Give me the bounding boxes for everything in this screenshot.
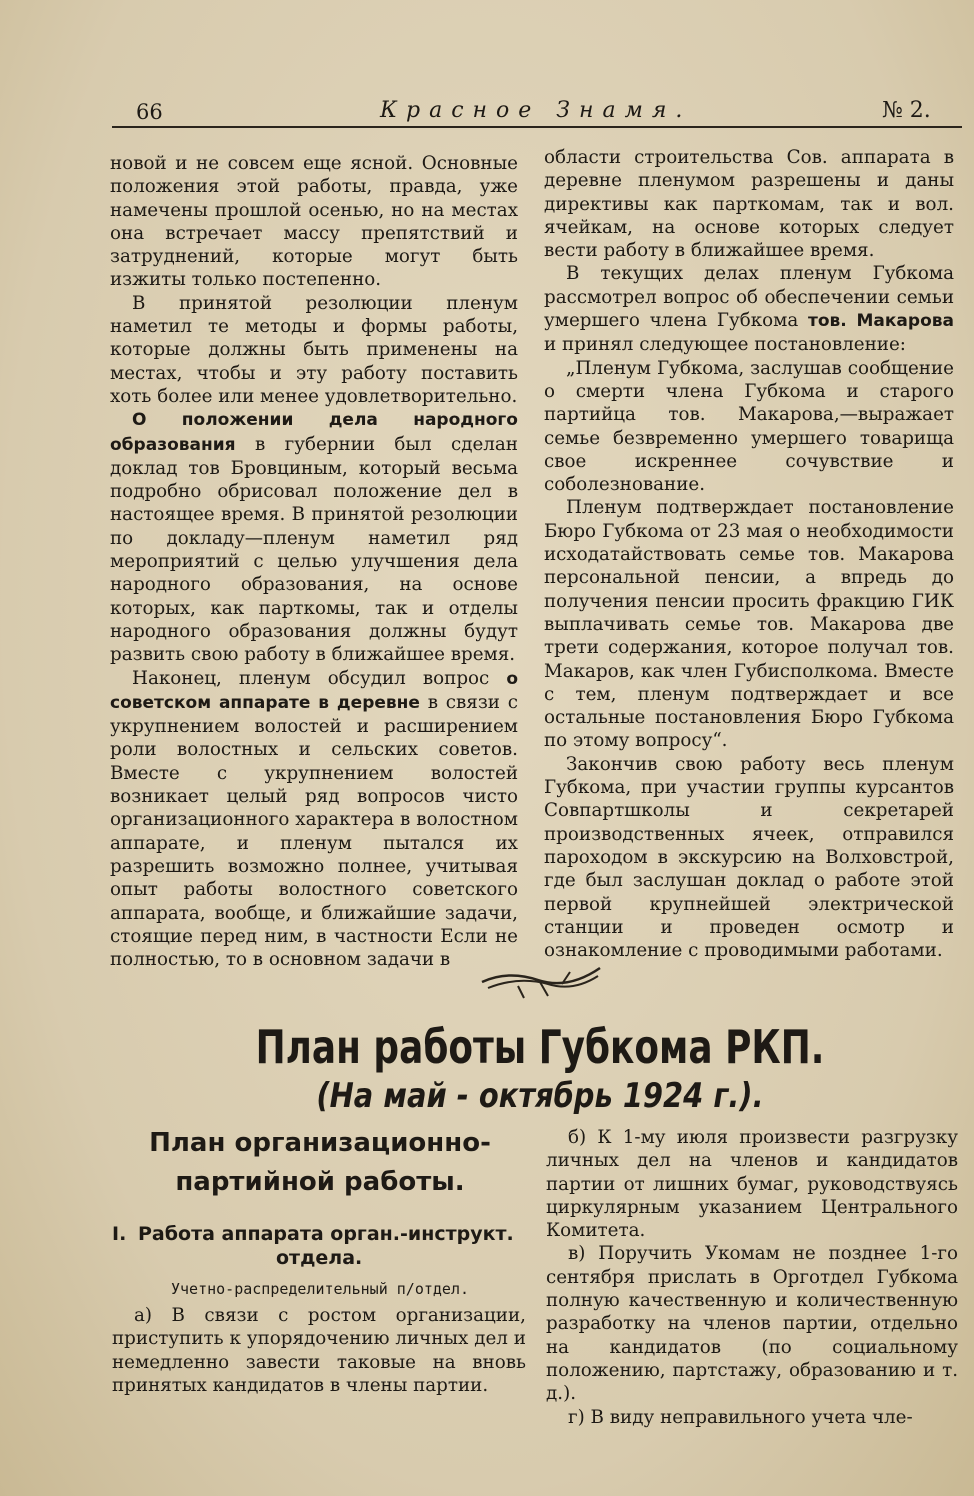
- paragraph: В принятой резолюции пленум наметил те методы и формы работы, которые должны быть применены на местах, чтобы и эту работу поставить хоть более или менее удовлетворительно.: [110, 292, 518, 407]
- ornament-divider-icon: [478, 962, 604, 1002]
- bold-phrase: тов. Макарова: [807, 311, 954, 332]
- journal-title: Красное Знамя.: [380, 98, 692, 123]
- page-header: [0, 96, 974, 136]
- subsection-number: I.: [112, 1223, 127, 1245]
- paragraph-text: и принял следующее постановление:: [544, 334, 906, 356]
- column-left-top: [110, 152, 518, 971]
- paragraph-text: в связи с укрупнением волостей и расширением роли волостных и сельских советов. Вместе с укрупнением волостей возникает целый ряд вопросов чисто организационного характера в волостном аппарате, и пленум пытался их разрешить возможно полнее, учитывая опыт работы волостного советского аппарата, вообще, и ближайшие задачи, стоящие перед ним, в частности Если не полностью, то в основном задачи в: [110, 691, 518, 971]
- subsection-title-line: Работа аппарата орган.-инструкт.: [138, 1223, 514, 1245]
- paragraph-text: В текущих делах пленум Губкома рассмотрел вопрос об обеспечении семьи умершего члена Губкома: [544, 263, 954, 332]
- subsection-heading: [112, 1222, 532, 1270]
- paragraph: [110, 408, 518, 666]
- paragraph: „Пленум Губкома, заслушав сообщение о смерти члена Губкома и старого партийца тов. Макарова,—выражает семье безвременно умершего товарища свое искреннее сочувствие и соболезнование.: [544, 357, 954, 496]
- department-heading: Учетно-распределительный п/отдел.: [170, 1280, 469, 1298]
- list-item: г) В виду неправильного учета чле-: [568, 1406, 913, 1428]
- paragraph: области строительства Сов. аппарата в деревне пленумом разрешены и даны директивы как парткомам, так и вол. ячейкам, на основе которых следует вести работу в ближайшее время.: [544, 147, 954, 262]
- paragraph: Закончив свою работу весь пленум Губкома, при участии группы курсантов Совпартшколы и секретарей производственных ячеек, отправился пароходом в экскурсию на Волховстрой, где был заслушан доклад о работе этой первой крупнейшей электрической станции и проведен осмотр и ознакомление с проводимыми работами.: [544, 753, 954, 962]
- header-rule: [112, 126, 962, 128]
- column-right-top: [544, 146, 954, 962]
- subsection-title-line: отдела.: [276, 1247, 363, 1269]
- list-item: а) В связи с ростом организации, приступить к упорядочению личных дел и немедленно завести таковые на вновь принятых кандидатов в члены партии.: [112, 1305, 526, 1396]
- section-title: [110, 1124, 530, 1202]
- issue-number: № 2.: [882, 98, 931, 123]
- paragraph: новой и не совсем еще ясной. Основные положения этой работы, правда, уже намечены прошлой осенью, но на местах она встречает массу препятствий и затруднений, которые могут быть изжиты только постепенно.: [110, 153, 518, 291]
- paragraph-text: Наконец, пленум обсудил вопрос: [132, 667, 507, 689]
- paragraph: [110, 667, 518, 972]
- paragraph: Пленум подтверждает постановление Бюро Губкома от 23 мая о необходимости исходатайствовать семье тов. Макарова персональной пенсии, а впредь до получения пенсии просить фракцию ГИК выплачивать семье тов. Макарова две трети содержания, которое получал тов. Макаров, как член Губисполкома. Вместе с тем, пленум подтверждает и все остальные постановления Бюро Губкома по этому вопросу“.: [544, 497, 954, 752]
- page-number: 66: [136, 100, 163, 124]
- column-right-bottom: [546, 1126, 958, 1429]
- bold-phrase: о советском аппарате в деревне: [110, 668, 518, 713]
- paragraph-text: в губернии был сделан доклад тов Бровциным, который весьма подробно обрисовал положение дел в настоящее время. В принятой резолюции по докладу—пленум наметил ряд мероприятий с целью улучшения дела народного образования, на основе которых, как парткомы, так и отделы народного образования должны будут развить свою работу в ближайшее время.: [110, 433, 518, 666]
- list-item: в) Поручить Укомам не позднее 1-го сентября прислать в Орготдел Губкома полную качественную и количественную разработку на членов партии, отдельно на кандидатов (по социальному положению, партстажу, образованию и т. д.).: [546, 1243, 958, 1405]
- section-title-line: План организационно-: [149, 1128, 491, 1158]
- section-title-line: партийной работы.: [175, 1167, 465, 1197]
- list-item: б) К 1-му июля произвести разгрузку личных дел на членов и кандидатов партии от лишних бумаг, руководствуясь циркулярным указанием Центрального Комитета.: [546, 1127, 958, 1242]
- plan-subtitle: (На май - октябрь 1924 г.).: [316, 1076, 764, 1116]
- column-left-bottom: [112, 1304, 526, 1397]
- bold-phrase: О положении дела народного образования: [110, 410, 518, 455]
- paragraph: [544, 262, 954, 356]
- plan-title: План работы Губкома РКП.: [255, 1020, 825, 1074]
